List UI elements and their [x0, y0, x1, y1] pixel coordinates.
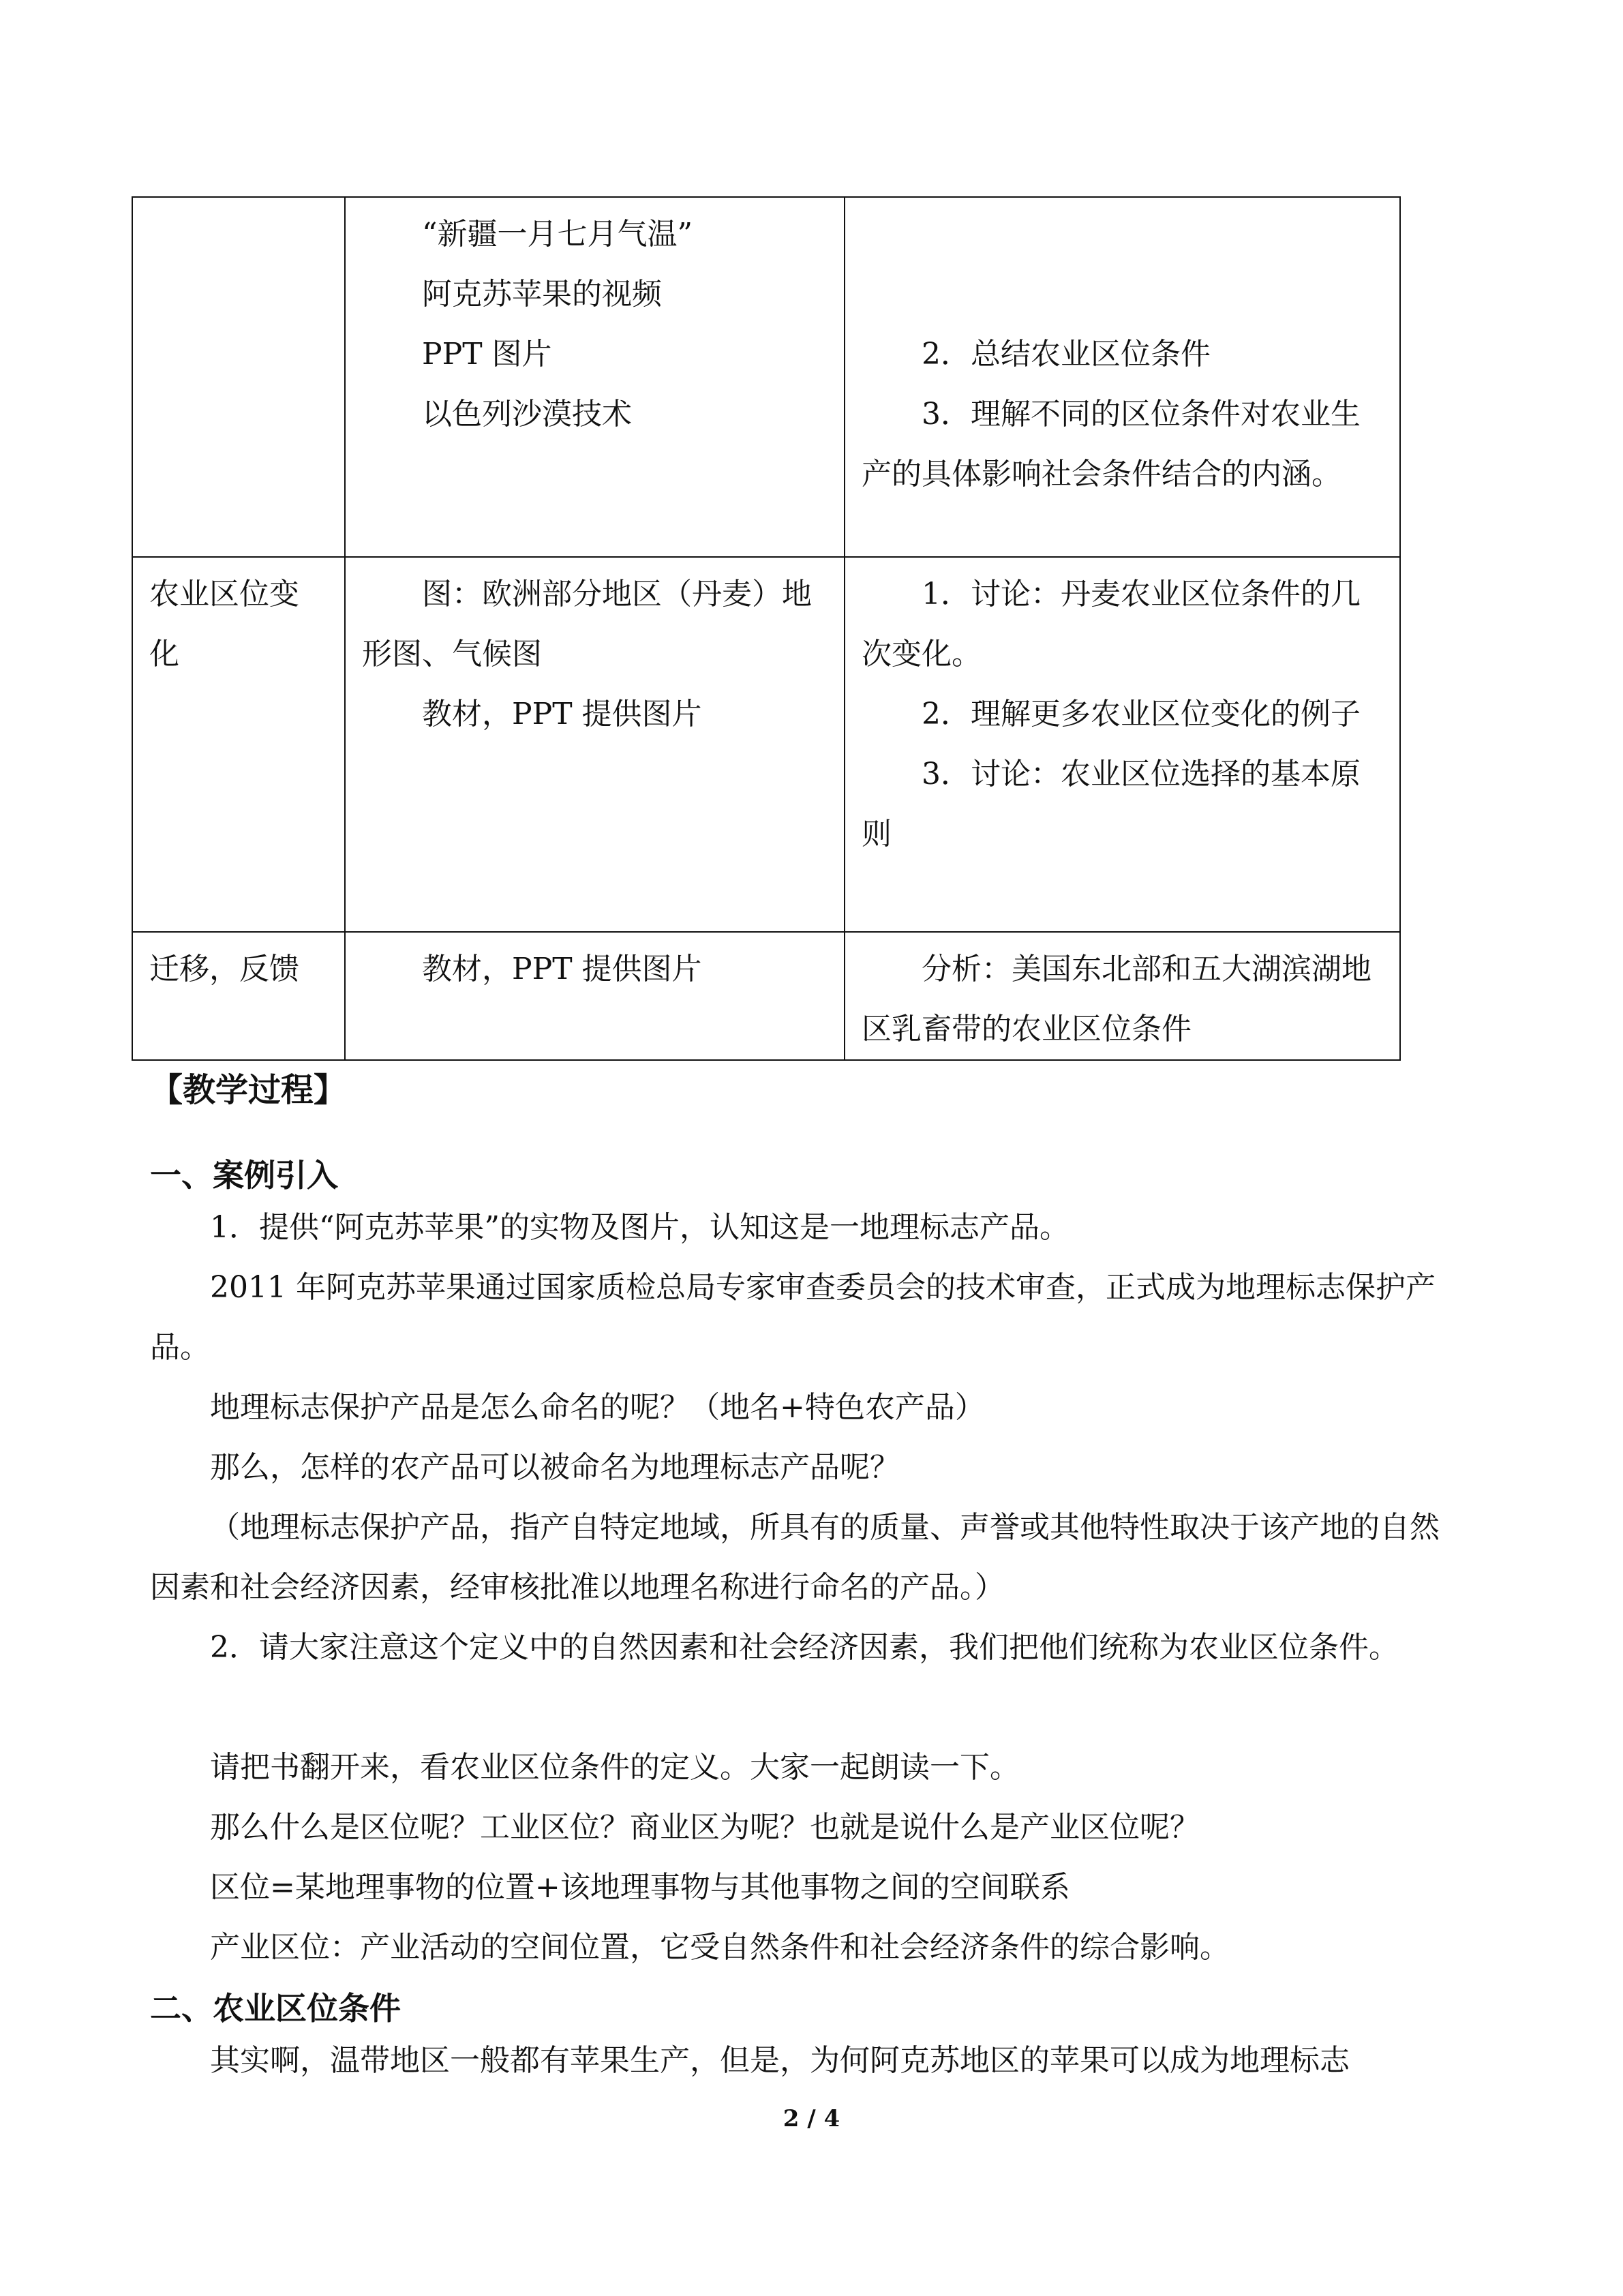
paragraph: 请把书翻开来，看农业区位条件的定义。大家一起朗读一下。 [210, 1750, 1020, 1785]
resource-item: 图：欧洲部分地区（丹麦）地形图、气候图 [362, 577, 812, 671]
activity-item: 3．讨论：农业区位选择的基本原则 [862, 757, 1361, 851]
stage-label: 农业区位变化 [149, 577, 299, 671]
paragraph: 2．请大家注意这个定义中的自然因素和社会经济因素，我们把他们统称为农业区位条件。 [210, 1630, 1399, 1665]
table-row [132, 932, 1400, 1060]
table-cell-resources [345, 197, 845, 557]
table-row [132, 197, 1400, 557]
process-heading: 【教学过程】 [150, 1071, 347, 1109]
resource-item: “新疆一月七月气温” [422, 217, 693, 252]
table-cell-resources [345, 557, 845, 932]
resource-item: 以色列沙漠技术 [422, 397, 632, 432]
paragraph: 1．提供“阿克苏苹果”的实物及图片，认知这是一地理标志产品。 [210, 1210, 1070, 1245]
table-cell-activities [845, 197, 1400, 557]
paragraph: 地理标志保护产品是怎么命名的呢？（地名+特色农产品） [210, 1390, 985, 1425]
table-cell-activities [845, 932, 1400, 1060]
paragraph: 那么什么是区位呢？工业区位？商业区为呢？也就是说什么是产业区位呢？ [210, 1810, 1200, 1845]
lesson-plan-table [132, 196, 1401, 1061]
paragraph: 产业区位：产业活动的空间位置，它受自然条件和社会经济条件的综合影响。 [210, 1930, 1230, 1965]
paragraph: 其实啊，温带地区一般都有苹果生产，但是，为何阿克苏地区的苹果可以成为地理标志 [210, 2043, 1350, 2078]
paragraph: 那么，怎样的农产品可以被命名为地理标志产品呢？ [210, 1450, 900, 1485]
table-cell-resources [345, 932, 845, 1060]
paragraph: （地理标志保护产品，指产自特定地域，所具有的质量、声誉或其他特性取决于该产地的自然因素和社会经济因素，经审核批准以地理名称进行命名的产品。） [150, 1510, 1440, 1605]
paragraph: 区位=某地理事物的位置+该地理事物与其他事物之间的空间联系 [210, 1870, 1070, 1905]
resource-item: 教材，PPT 提供图片 [422, 697, 702, 731]
paragraph: 2011 年阿克苏苹果通过国家质检总局专家审查委员会的技术审查，正式成为地理标志保护产品。 [150, 1270, 1436, 1365]
resource-item: 阿克苏苹果的视频 [422, 277, 662, 312]
activity-item: 1．讨论：丹麦农业区位条件的几次变化。 [862, 577, 1361, 671]
table-cell-activities [845, 557, 1400, 932]
section-title: 一、案例引入 [150, 1157, 338, 1194]
stage-label: 迁移，反馈 [149, 952, 299, 986]
table-cell-stage [132, 557, 345, 932]
activity-item: 分析：美国东北部和五大湖滨湖地区乳畜带的农业区位条件 [862, 952, 1371, 1046]
table-row [132, 557, 1400, 932]
resource-item: PPT 图片 [422, 337, 552, 372]
activity-item: 3．理解不同的区位条件对农业生产的具体影响社会条件结合的内涵。 [862, 397, 1361, 492]
table-cell-stage [132, 197, 345, 557]
resource-item: 教材，PPT 提供图片 [422, 952, 702, 986]
activity-item: 2．总结农业区位条件 [922, 337, 1211, 372]
table-cell-stage [132, 932, 345, 1060]
page-number: 2 / 4 [783, 2105, 840, 2132]
activity-item: 2．理解更多农业区位变化的例子 [922, 697, 1361, 731]
section-title: 二、农业区位条件 [150, 1990, 401, 2027]
